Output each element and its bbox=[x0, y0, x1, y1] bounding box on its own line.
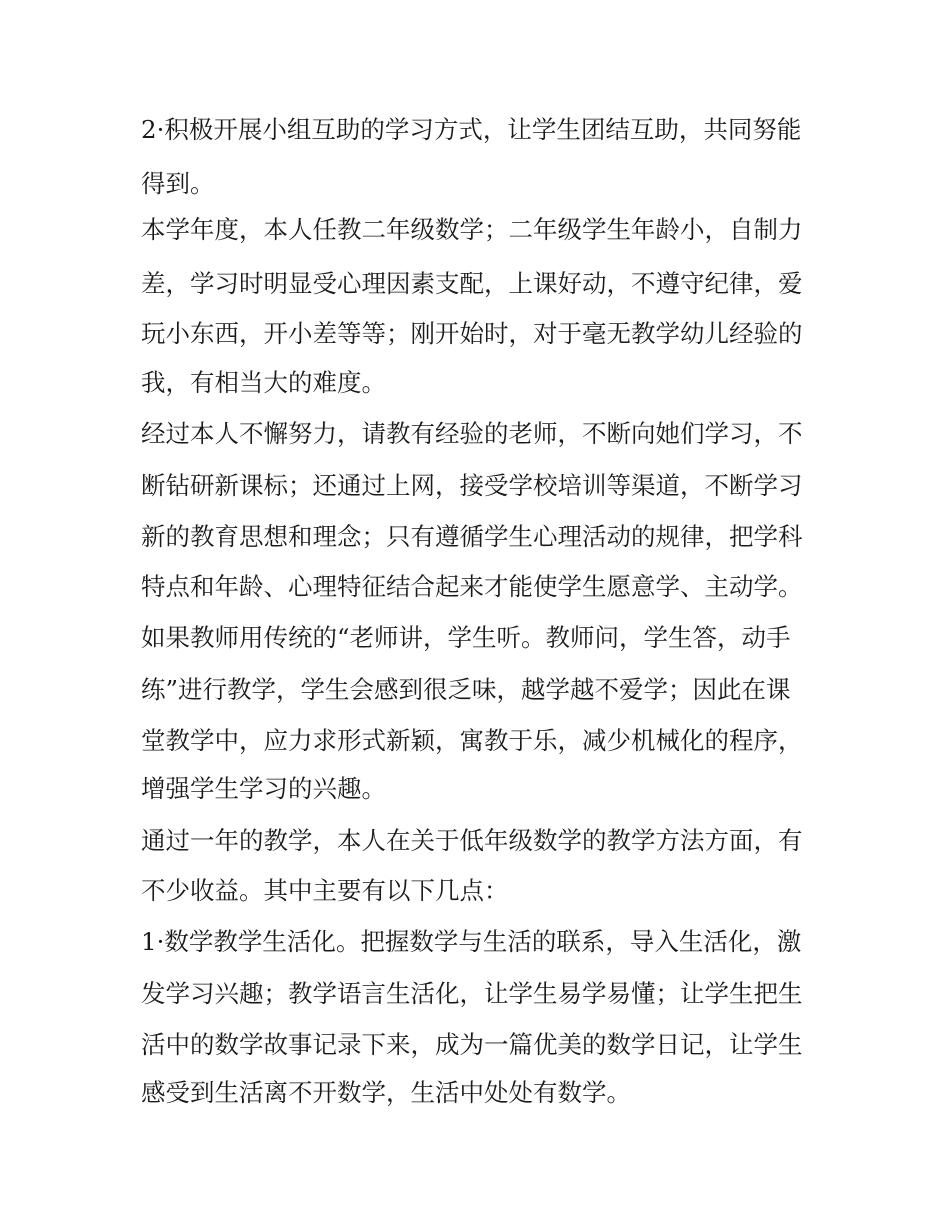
paragraph-5-line-4: 感受到生活离不开数学，生活中处处有数学。 bbox=[141, 1078, 631, 1107]
paragraph-3-line-6: 练”进行教学，学生会感到很乏味，越学越不爱学；因此在课 bbox=[141, 675, 791, 704]
paragraph-4-line-2: 不少收益。其中主要有以下几点： bbox=[141, 876, 509, 905]
paragraph-3-line-4: 特点和年龄、心理特征结合起来才能使学生愿意学、主动学。 bbox=[141, 572, 803, 601]
paragraph-5-line-1: 1·数学教学生活化。把握数学与生活的联系，导入生活化，激 bbox=[141, 927, 802, 956]
paragraph-3-line-1: 经过本人不懈努力，请教有经验的老师，不断向她们学习，不 bbox=[141, 419, 803, 448]
paragraph-2-line-2: 差，学习时明显受心理因素支配，上课好动，不遵守纪律，爱 bbox=[141, 269, 803, 298]
paragraph-3-line-7: 堂教学中，应力求形式新颖，寓教于乐，减少机械化的程序， bbox=[141, 726, 803, 755]
paragraph-2-line-4: 我，有相当大的难度。 bbox=[141, 368, 386, 397]
paragraph-3-line-5: 如果教师用传统的“老师讲，学生听。教师问，学生答，动手 bbox=[141, 623, 791, 652]
paragraph-2-line-3: 玩小东西，开小差等等；刚开始时，对于毫无教学幼儿经验的 bbox=[141, 319, 803, 348]
paragraph-1-line-2: 得到。 bbox=[141, 169, 215, 198]
paragraph-3-line-3: 新的教育思想和理念；只有遵循学生心理活动的规律，把学科 bbox=[141, 522, 803, 551]
paragraph-1-line-1: 2·积极开展小组互助的学习方式，让学生团结互助，共同努能 bbox=[141, 115, 802, 144]
paragraph-3-line-8: 增强学生学习的兴趣。 bbox=[141, 774, 386, 803]
paragraph-2-line-1: 本学年度，本人任教二年级数学；二年级学生年龄小，自制力 bbox=[141, 215, 803, 244]
paragraph-5-line-2: 发学习兴趣；教学语言生活化，让学生易学易懂；让学生把生 bbox=[141, 979, 803, 1008]
paragraph-3-line-2: 断钻研新课标；还通过上网，接受学校培训等渠道，不断学习 bbox=[141, 471, 803, 500]
paragraph-4-line-1: 通过一年的教学，本人在关于低年级数学的教学方法方面，有 bbox=[141, 826, 803, 855]
paragraph-5-line-3: 活中的数学故事记录下来，成为一篇优美的数学日记，让学生 bbox=[141, 1030, 803, 1059]
